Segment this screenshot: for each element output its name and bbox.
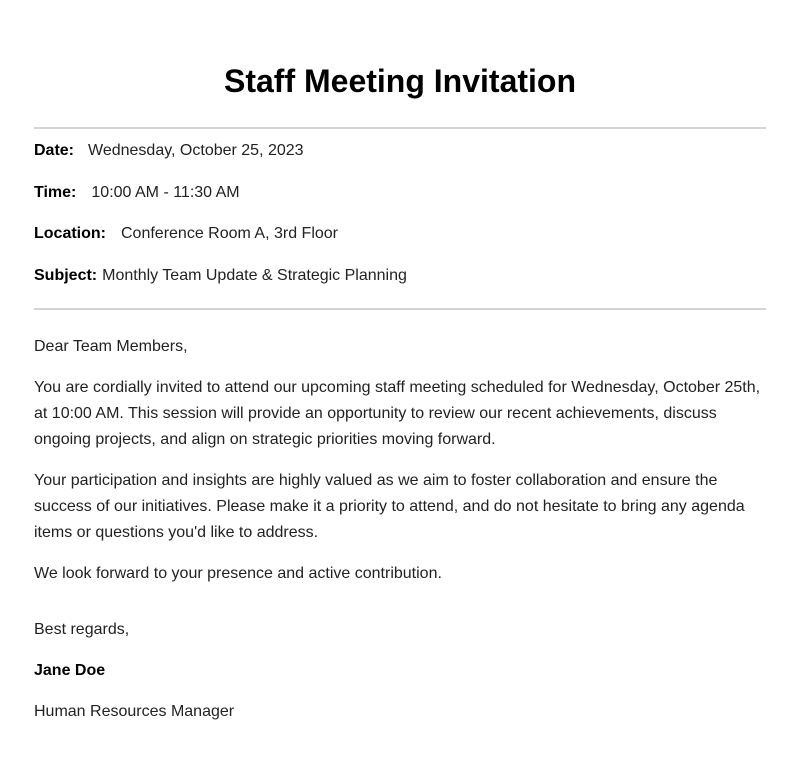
meeting-details bbox=[34, 129, 766, 286]
location-value: Conference Room A, 3rd Floor bbox=[121, 225, 338, 242]
detail-location bbox=[34, 224, 766, 244]
location-label: Location: bbox=[34, 225, 106, 242]
letter-body bbox=[34, 310, 766, 725]
salutation: Dear Team Members, bbox=[34, 337, 188, 355]
date-value: Wednesday, October 25, 2023 bbox=[88, 142, 304, 159]
detail-subject bbox=[34, 266, 766, 286]
paragraph-participation: Your participation and insights are highly valued as we aim to foster collaboration and ensure the success of our initiatives. Please make it a priority to attend, and do not hesitate to bring any agenda items or questions you'd like to address. bbox=[34, 471, 745, 541]
subject-label: Subject: bbox=[34, 266, 98, 284]
time-label: Time: bbox=[34, 183, 77, 201]
paragraph-closing: We look forward to your presence and active contribution. bbox=[34, 564, 442, 582]
page-title: Staff Meeting Invitation bbox=[224, 63, 576, 99]
time-value: 10:00 AM - 11:30 AM bbox=[91, 183, 240, 201]
signoff: Best regards, bbox=[34, 620, 130, 638]
paragraph-invitation: You are cordially invited to attend our upcoming staff meeting scheduled for Wednesday, October 25th, at 10:00 AM. This session will provide an opportunity to review our recent achievements, discuss ongoing projects, and align on strategic priorities moving forward. bbox=[34, 378, 761, 448]
date-label: Date: bbox=[34, 142, 75, 159]
detail-date bbox=[34, 141, 766, 161]
sender-name: Jane Doe bbox=[34, 661, 106, 679]
sender-title: Human Resources Manager bbox=[34, 702, 235, 720]
subject-value: Monthly Team Update & Strategic Planning bbox=[102, 266, 407, 284]
detail-time bbox=[34, 183, 766, 203]
